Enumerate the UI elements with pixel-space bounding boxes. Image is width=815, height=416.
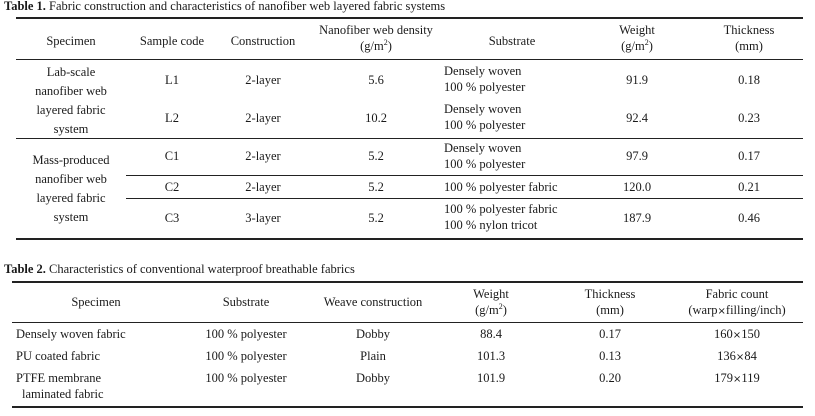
t1-row-thickness: 0.46 xyxy=(738,211,760,225)
t2-header-weight xyxy=(473,286,509,318)
t1-row-substrate: 100 % polyester fabric xyxy=(444,180,558,194)
t1-header-weight-label: Weight xyxy=(619,23,655,37)
t1-group-lab-scale xyxy=(35,63,107,139)
table2-bottom-rule xyxy=(12,406,803,408)
t2-header-thickness-label: Thickness xyxy=(584,287,636,301)
t1-group-mass-line3: layered fabric xyxy=(36,191,106,205)
t1-row-density: 5.2 xyxy=(368,211,384,225)
table1-row-rule-c1 xyxy=(126,175,803,176)
t1-row-density: 5.6 xyxy=(368,73,384,87)
t2-row-fabric-count: 136×84 xyxy=(717,349,757,363)
t2-header-count-label: Fabric count xyxy=(705,287,769,301)
t1-row-thickness: 0.18 xyxy=(738,73,760,87)
t1-row-weight: 120.0 xyxy=(622,180,652,194)
t1-header-weight xyxy=(619,22,655,54)
t2-header-weight-label: Weight xyxy=(473,287,509,301)
t1-group-lab-line1: Lab-scale xyxy=(46,65,96,79)
t2-row-thickness: 0.17 xyxy=(599,327,621,341)
t2-row-weave: Dobby xyxy=(355,371,391,385)
t1-row-density: 5.2 xyxy=(368,149,384,163)
t1-row-substrate: Densely woven 100 % polyester xyxy=(444,102,526,132)
t1-header-density xyxy=(319,22,433,54)
t1-group-mass-produced xyxy=(32,151,109,227)
t1-row-code: C2 xyxy=(164,180,180,194)
table1-header-rule xyxy=(16,59,803,60)
t1-row-construction: 2-layer xyxy=(245,73,281,87)
t2-row-weight: 101.3 xyxy=(476,349,506,363)
t2-row-thickness: 0.20 xyxy=(599,371,621,385)
t1-row-construction: 2-layer xyxy=(245,180,281,194)
t2-row-fabric-count: 160×150 xyxy=(714,327,760,341)
t2-header-thickness-unit: (mm) xyxy=(596,303,624,317)
table1-bottom-rule xyxy=(16,238,803,240)
t2-header-substrate: Substrate xyxy=(222,295,270,309)
t1-group-lab-line2: nanofiber web xyxy=(35,84,107,98)
t1-header-weight-unit: $(g/m^2)$ xyxy=(621,37,653,53)
t2-header-specimen: Specimen xyxy=(71,295,121,309)
t1-row-thickness: 0.17 xyxy=(738,149,760,163)
t1-header-thickness xyxy=(724,22,775,54)
t2-row-substrate: 100 % polyester xyxy=(205,371,287,385)
t2-row-thickness: 0.13 xyxy=(599,349,621,363)
t1-row-thickness: 0.23 xyxy=(738,111,760,125)
t1-row-weight: 97.9 xyxy=(626,149,648,163)
t2-row-specimen: PU coated fabric xyxy=(16,349,100,363)
t2-row-substrate: 100 % polyester xyxy=(205,349,287,363)
t1-header-specimen: Specimen xyxy=(46,34,96,48)
t2-row-weave: Dobby xyxy=(355,327,391,341)
table2-caption-label: Table 2. xyxy=(4,262,46,276)
t1-row-code: C1 xyxy=(164,149,180,163)
t2-row-weight: 88.4 xyxy=(480,327,502,341)
t2-header-count-unit: (warp×filling/inch) xyxy=(688,303,786,317)
table1-caption xyxy=(4,0,445,13)
t1-row-density: 5.2 xyxy=(368,180,384,194)
table1-top-rule xyxy=(16,17,803,19)
t2-header-weight-unit: $(g/m^2)$ xyxy=(475,301,507,317)
t1-row-substrate: 100 % polyester fabric 100 % nylon tricot xyxy=(444,202,558,232)
t1-row-thickness: 0.21 xyxy=(738,180,760,194)
t2-row-weave: Plain xyxy=(360,349,386,363)
t1-row-code: C3 xyxy=(164,211,180,225)
table1-caption-label: Table 1. xyxy=(4,0,46,13)
t1-row-substrate: Densely woven 100 % polyester xyxy=(444,64,526,94)
t1-row-weight: 92.4 xyxy=(626,111,648,125)
t2-row-substrate: 100 % polyester xyxy=(205,327,287,341)
t1-header-thickness-label: Thickness xyxy=(723,23,775,37)
t1-header-thickness-unit: (mm) xyxy=(735,39,763,53)
t1-row-substrate: Densely woven 100 % polyester xyxy=(444,141,526,171)
t1-group-lab-line3: layered fabric xyxy=(36,103,106,117)
t2-header-weave: Weave construction xyxy=(323,295,423,309)
table1-caption-text: Fabric construction and characteristics of nanofiber web layered fabric systems xyxy=(45,0,446,13)
t1-group-mass-line1: Mass-produced xyxy=(32,153,110,167)
table2-caption xyxy=(4,263,355,276)
t1-row-code: L1 xyxy=(165,73,179,87)
t1-row-weight: 91.9 xyxy=(626,73,648,87)
t1-header-construction: Construction xyxy=(230,34,296,48)
t1-header-density-label: Nanofiber web density xyxy=(319,23,433,37)
t2-row-specimen: PTFE membrane laminated fabric xyxy=(16,371,104,401)
t1-group-mass-line4: system xyxy=(53,210,89,224)
t1-row-density: 10.2 xyxy=(365,111,387,125)
t1-header-sample-code: Sample code xyxy=(139,34,205,48)
t2-row-specimen: Densely woven fabric xyxy=(16,327,126,341)
table1-group-rule xyxy=(16,138,803,139)
t1-row-construction: 2-layer xyxy=(245,111,281,125)
t1-header-substrate: Substrate xyxy=(488,34,536,48)
table1-row-rule-c2 xyxy=(126,198,803,199)
table2-header-rule xyxy=(12,322,803,323)
t1-row-construction: 2-layer xyxy=(245,149,281,163)
t2-row-weight: 101.9 xyxy=(476,371,506,385)
t2-header-thickness xyxy=(585,286,636,318)
table2-caption-text: Characteristics of conventional waterproof breathable fabrics xyxy=(45,262,355,276)
table2-top-rule xyxy=(12,281,803,283)
t1-header-density-unit: $(g/m^2)$ xyxy=(360,37,392,53)
t2-row-fabric-count: 179×119 xyxy=(714,371,760,385)
t1-row-construction: 3-layer xyxy=(245,211,281,225)
t1-group-lab-line4: system xyxy=(53,122,89,136)
t2-header-fabric-count xyxy=(688,286,785,320)
t1-group-mass-line2: nanofiber web xyxy=(35,172,107,186)
t1-row-code: L2 xyxy=(165,111,179,125)
t1-row-weight: 187.9 xyxy=(622,211,652,225)
